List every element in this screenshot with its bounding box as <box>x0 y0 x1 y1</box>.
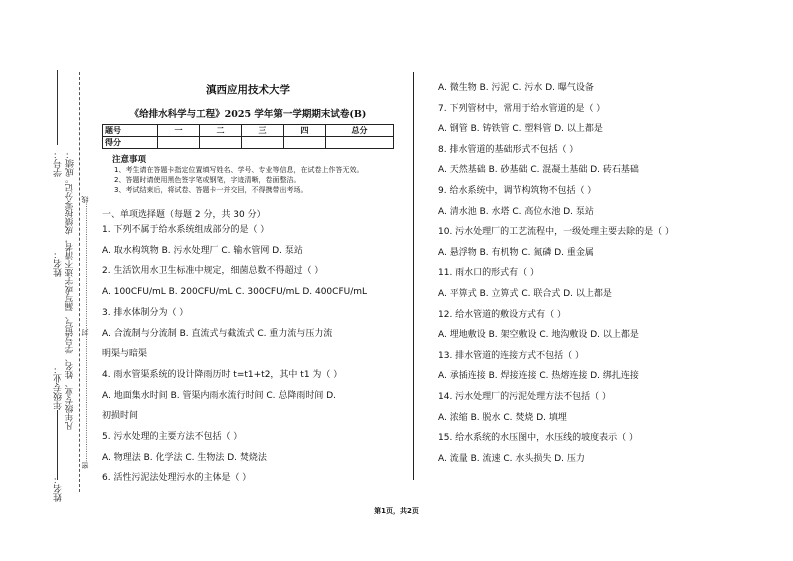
question-line: 11. 雨水口的形式有（ ） <box>438 268 540 279</box>
score-cell <box>284 137 326 149</box>
option-line: A. 地面集水时间 B. 管渠内雨水流行时间 C. 总降雨时间 D. <box>102 390 336 401</box>
score-cell <box>200 137 242 149</box>
student-id-label: 学号： <box>54 150 64 177</box>
page-footer: 第1页，共2页 <box>374 507 419 515</box>
question-line: 12. 给水管道的敷设方式有（ ） <box>438 309 567 320</box>
question-line: 4. 雨水管渠系统的设计降雨历时 t=t1+t2，其中 t1 为（ ） <box>102 369 343 380</box>
question-line: 2. 生活饮用水卫生标准中规定，细菌总数不得超过（ ） <box>102 266 324 277</box>
score-header-cell: 三 <box>242 125 284 137</box>
option-line: A. 物理法 B. 化学法 C. 生物法 D. 焚烧法 <box>102 452 267 463</box>
option-line-cont: 明渠与暗渠 <box>102 349 148 360</box>
grade-label: 成绩： <box>66 150 76 177</box>
note-item: 3、考试结束后，将试卷、答题卡一并交回，不得携带出考场。 <box>114 186 308 194</box>
exam-title: 《给排水科学与工程》2025 学年第一学期期末试卷(B) <box>129 109 367 120</box>
left-column <box>102 78 394 489</box>
score-header-cell: 一 <box>158 125 200 137</box>
score-table-score-row <box>103 137 394 149</box>
question-line: 13. 排水管道的连接方式不包括（ ） <box>438 350 585 361</box>
option-line-cont: 初损时间 <box>102 411 139 422</box>
score-cell <box>326 137 394 149</box>
score-header-cell: 题号 <box>103 125 158 137</box>
question-line: 6. 活性污泥法处理污水的主体是（ ） <box>102 473 252 484</box>
major-line <box>57 410 58 480</box>
option-line: A. 承插连接 B. 焊接连接 C. 热熔连接 D. 绑扎连接 <box>438 371 639 382</box>
question-line: 14. 污水处理厂的污泥处理方法不包括（ ） <box>438 391 612 402</box>
option-line: A. 钢管 B. 铸铁管 C. 塑料管 D. 以上都是 <box>438 124 603 135</box>
notes-title: 注意事项 <box>112 155 147 165</box>
seal-line-text: 密………………………………………………封………………………………………………线 <box>81 196 89 469</box>
column-divider <box>413 72 414 480</box>
option-line: A. 天然基础 B. 砂基础 C. 混凝土基础 D. 砖石基础 <box>438 165 639 176</box>
question-line: 7. 下列管材中，常用于给水管道的是（ ） <box>438 103 606 114</box>
option-line: A. 悬浮物 B. 有机物 C. 氮磷 D. 重金属 <box>438 247 594 258</box>
score-header-cell: 二 <box>200 125 242 137</box>
warning-text: 凡年级专业、姓名、学号错写、漏写或字迹不清者，成绩按零分记。 <box>65 175 75 430</box>
question-line: 8. 排水管道的基础形式不包括（ ） <box>438 144 579 155</box>
score-cell <box>158 137 200 149</box>
school-name: 滇西应用技术大学 <box>206 84 290 96</box>
question-line: 3. 排水体制分为（ ） <box>102 307 189 318</box>
score-row-label: 得分 <box>103 137 158 149</box>
notes-box <box>102 153 372 195</box>
right-column <box>438 78 738 469</box>
option-line: A. 微生物 B. 污泥 C. 污水 D. 曝气设备 <box>438 83 594 93</box>
score-table-header-row <box>103 125 394 137</box>
left-questions <box>102 220 394 489</box>
score-header-cell: 四 <box>284 125 326 137</box>
name-label-bottom: 姓名： <box>54 475 64 502</box>
option-line: A. 流量 B. 流速 C. 水头损失 D. 压力 <box>438 453 585 464</box>
name-label: 姓名： <box>54 250 64 277</box>
question-line: 15. 给水系统的水压图中，水压线的坡度表示（ ） <box>438 433 639 444</box>
section-heading: 一、单项选择题（每题 2 分，共 30 分） <box>102 210 266 220</box>
option-line: A. 合流制与分流制 B. 直流式与截流式 C. 重力流与压力流 <box>102 328 333 339</box>
note-item: 1、考生请在答题卡指定位置填写姓名、学号、专业等信息，在试卷上作答无效。 <box>114 166 364 174</box>
option-line: A. 平箅式 B. 立箅式 C. 联合式 D. 以上都是 <box>438 288 612 299</box>
question-line: 1. 下列不属于给水系统组成部分的是（ ） <box>102 225 270 235</box>
option-line: A. 埋地敷设 B. 架空敷设 C. 地沟敷设 D. 以上都是 <box>438 330 639 341</box>
option-line: A. 取水构筑物 B. 污水处理厂 C. 输水管网 D. 泵站 <box>102 245 303 256</box>
option-line: A. 浓缩 B. 脱水 C. 焚烧 D. 填埋 <box>438 412 567 423</box>
score-cell <box>242 137 284 149</box>
option-line: A. 100CFU/mL B. 200CFU/mL C. 300CFU/mL D. 400CFU/mL <box>102 287 368 298</box>
score-table <box>102 124 394 149</box>
student-id-line <box>57 70 58 145</box>
question-line: 9. 给水系统中，调节构筑物不包括（ ） <box>438 185 597 196</box>
major-label: 年级专业： <box>54 365 64 410</box>
score-header-cell: 总分 <box>326 125 394 137</box>
question-line: 10. 污水处理厂的工艺流程中，一级处理主要去除的是（ ） <box>438 227 675 238</box>
option-line: A. 清水池 B. 水塔 C. 高位水池 D. 泵站 <box>438 206 594 217</box>
note-item: 2、答题时请使用黑色签字笔或钢笔，字迹清晰，卷面整洁。 <box>114 176 301 184</box>
question-line: 5. 污水处理的主要方法不包括（ ） <box>102 432 243 443</box>
